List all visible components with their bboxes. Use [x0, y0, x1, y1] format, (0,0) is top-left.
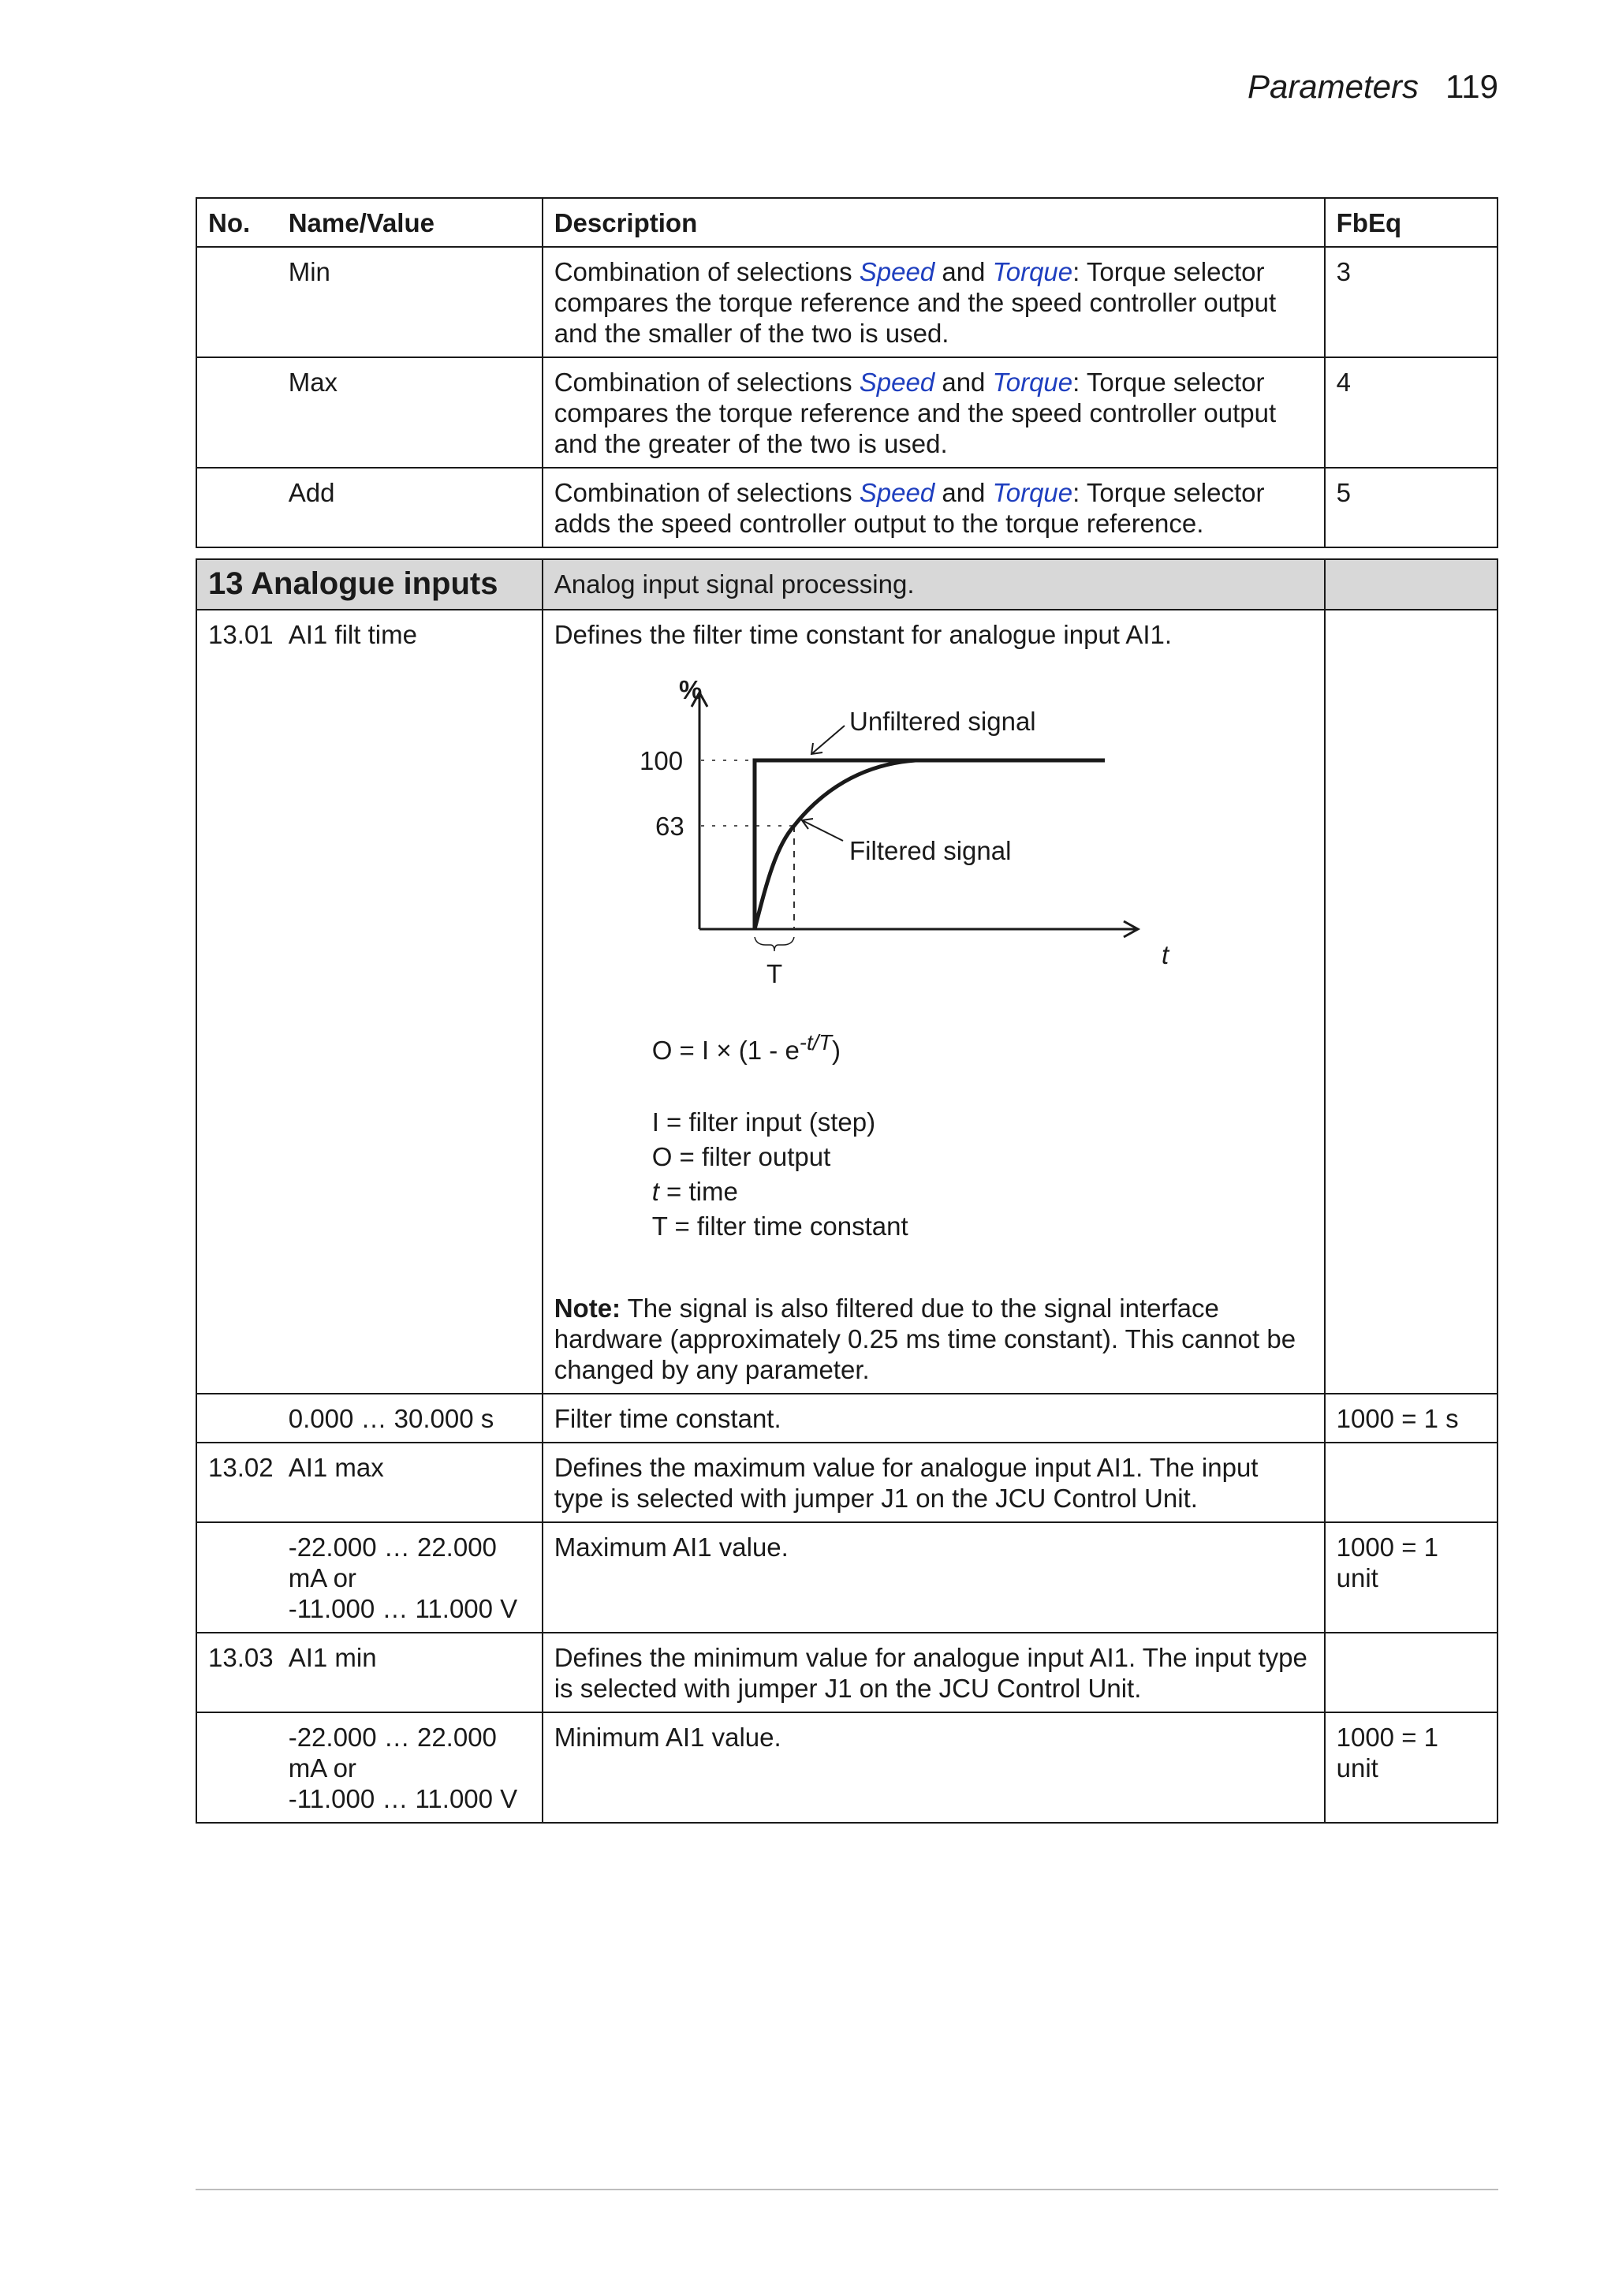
legend-input: I = filter input (step): [651, 1107, 876, 1137]
t-axis-label: t: [1161, 940, 1169, 969]
legend-constant: T = filter time constant: [651, 1211, 908, 1241]
page-header: [1248, 68, 1498, 106]
col-header-desc: Description: [543, 198, 1325, 247]
torque-link[interactable]: Torque: [992, 257, 1073, 286]
y-tick-63: 63: [655, 812, 684, 841]
value-description: Filter time constant.: [543, 1394, 1325, 1443]
value-description: Minimum AI1 value.: [543, 1712, 1325, 1823]
parameter-name: AI1 min: [278, 1633, 543, 1712]
parameter-name: AI1 max: [278, 1443, 543, 1522]
value-name: Max: [278, 357, 543, 468]
filtered-signal-label: Filtered signal: [849, 836, 1012, 865]
value-description: Maximum AI1 value.: [543, 1522, 1325, 1633]
value-fbeq: 3: [1325, 247, 1498, 357]
col-header-no: No.: [196, 198, 278, 247]
torque-link[interactable]: Torque: [992, 478, 1073, 507]
parameter-row-13-01: [196, 610, 1498, 1394]
value-fbeq: 5: [1325, 468, 1498, 547]
legend-output: O = filter output: [651, 1142, 831, 1171]
section-name: Parameters: [1247, 68, 1419, 105]
speed-link[interactable]: Speed: [859, 257, 935, 286]
table-row: [196, 468, 1498, 547]
formula-legend: [652, 1105, 1313, 1244]
parameter-row-13-02: [196, 1443, 1498, 1522]
legend-time: t = time: [651, 1177, 738, 1206]
parameter-row-13-03: [196, 1633, 1498, 1712]
filter-response-diagram: [600, 666, 1199, 1005]
group-title: 13 Analogue inputs: [196, 559, 543, 610]
group-description: Analog input signal processing.: [543, 559, 1325, 610]
parameter-number: 13.02: [196, 1443, 278, 1522]
value-fbeq: 4: [1325, 357, 1498, 468]
value-name: Min: [278, 247, 543, 357]
value-description: Combination of selections Speed and Torque: Torque selector compares the torque reference and the speed controller output and the smaller of the two is used.: [543, 247, 1325, 357]
parameter-number: 13.01: [196, 610, 278, 1394]
parameter-number: 13.03: [196, 1633, 278, 1712]
time-constant-label: T: [766, 959, 782, 988]
description-text: Defines the filter time constant for analogue input AI1.: [554, 620, 1173, 649]
value-row-13-02: [196, 1522, 1498, 1633]
value-fbeq: 1000 = 1 unit: [1325, 1522, 1498, 1633]
formula-exponent: -t/T: [799, 1030, 833, 1055]
unfiltered-pointer: [811, 726, 845, 754]
parameter-table-group13: [196, 558, 1498, 1824]
value-description: Combination of selections Speed and Torque: Torque selector compares the torque reference and the speed controller output and the greater of the two is used.: [543, 357, 1325, 468]
col-header-name: Name/Value: [278, 198, 543, 247]
value-fbeq: 1000 = 1 unit: [1325, 1712, 1498, 1823]
col-header-fbeq: FbEq: [1325, 198, 1498, 247]
filtered-pointer: [802, 820, 843, 841]
unfiltered-signal-label: Unfiltered signal: [849, 707, 1036, 736]
value-row-13-01: [196, 1394, 1498, 1443]
page-number: 119: [1445, 68, 1498, 105]
parameter-value-range: 0.000 … 30.000 s: [278, 1394, 543, 1443]
value-row-13-03: [196, 1712, 1498, 1823]
table-header-row: [196, 198, 1498, 247]
speed-link[interactable]: Speed: [859, 368, 935, 397]
y-tick-100: 100: [639, 746, 683, 775]
filter-formula: $O = I \times (1 - e^{-t/T})$: [651, 1030, 841, 1065]
speed-link[interactable]: Speed: [859, 478, 935, 507]
value-description: Combination of selections Speed and Torque: Torque selector adds the speed controller output to the torque reference.: [543, 468, 1325, 547]
footer-divider: [196, 2189, 1498, 2190]
time-constant-brace: [755, 937, 794, 951]
group-header-row: [196, 559, 1498, 610]
parameter-name: AI1 filt time: [278, 610, 543, 1394]
y-unit-label: %: [678, 675, 703, 704]
parameter-table-top: [196, 197, 1498, 548]
note-label: Note:: [554, 1294, 621, 1323]
parameter-value-range: -22.000 … 22.000 mA or -11.000 … 11.000 V: [278, 1522, 543, 1633]
parameter-description: [543, 610, 1325, 1394]
value-fbeq: 1000 = 1 s: [1325, 1394, 1498, 1443]
parameter-description: Defines the minimum value for analogue input AI1. The input type is selected with jumper J1 on the JCU Control Unit.: [543, 1633, 1325, 1712]
parameter-description: Defines the maximum value for analogue input AI1. The input type is selected with jumper J1 on the JCU Control Unit.: [543, 1443, 1325, 1522]
value-name: Add: [278, 468, 543, 547]
table-row: [196, 357, 1498, 468]
note-paragraph: Note: The signal is also filtered due to the signal interface hardware (approximately 0.25 ms time constant). This cannot be changed by any parameter.: [554, 1294, 1296, 1384]
parameter-value-range: -22.000 … 22.000 mA or -11.000 … 11.000 V: [278, 1712, 543, 1823]
torque-link[interactable]: Torque: [992, 368, 1073, 397]
table-row: [196, 247, 1498, 357]
